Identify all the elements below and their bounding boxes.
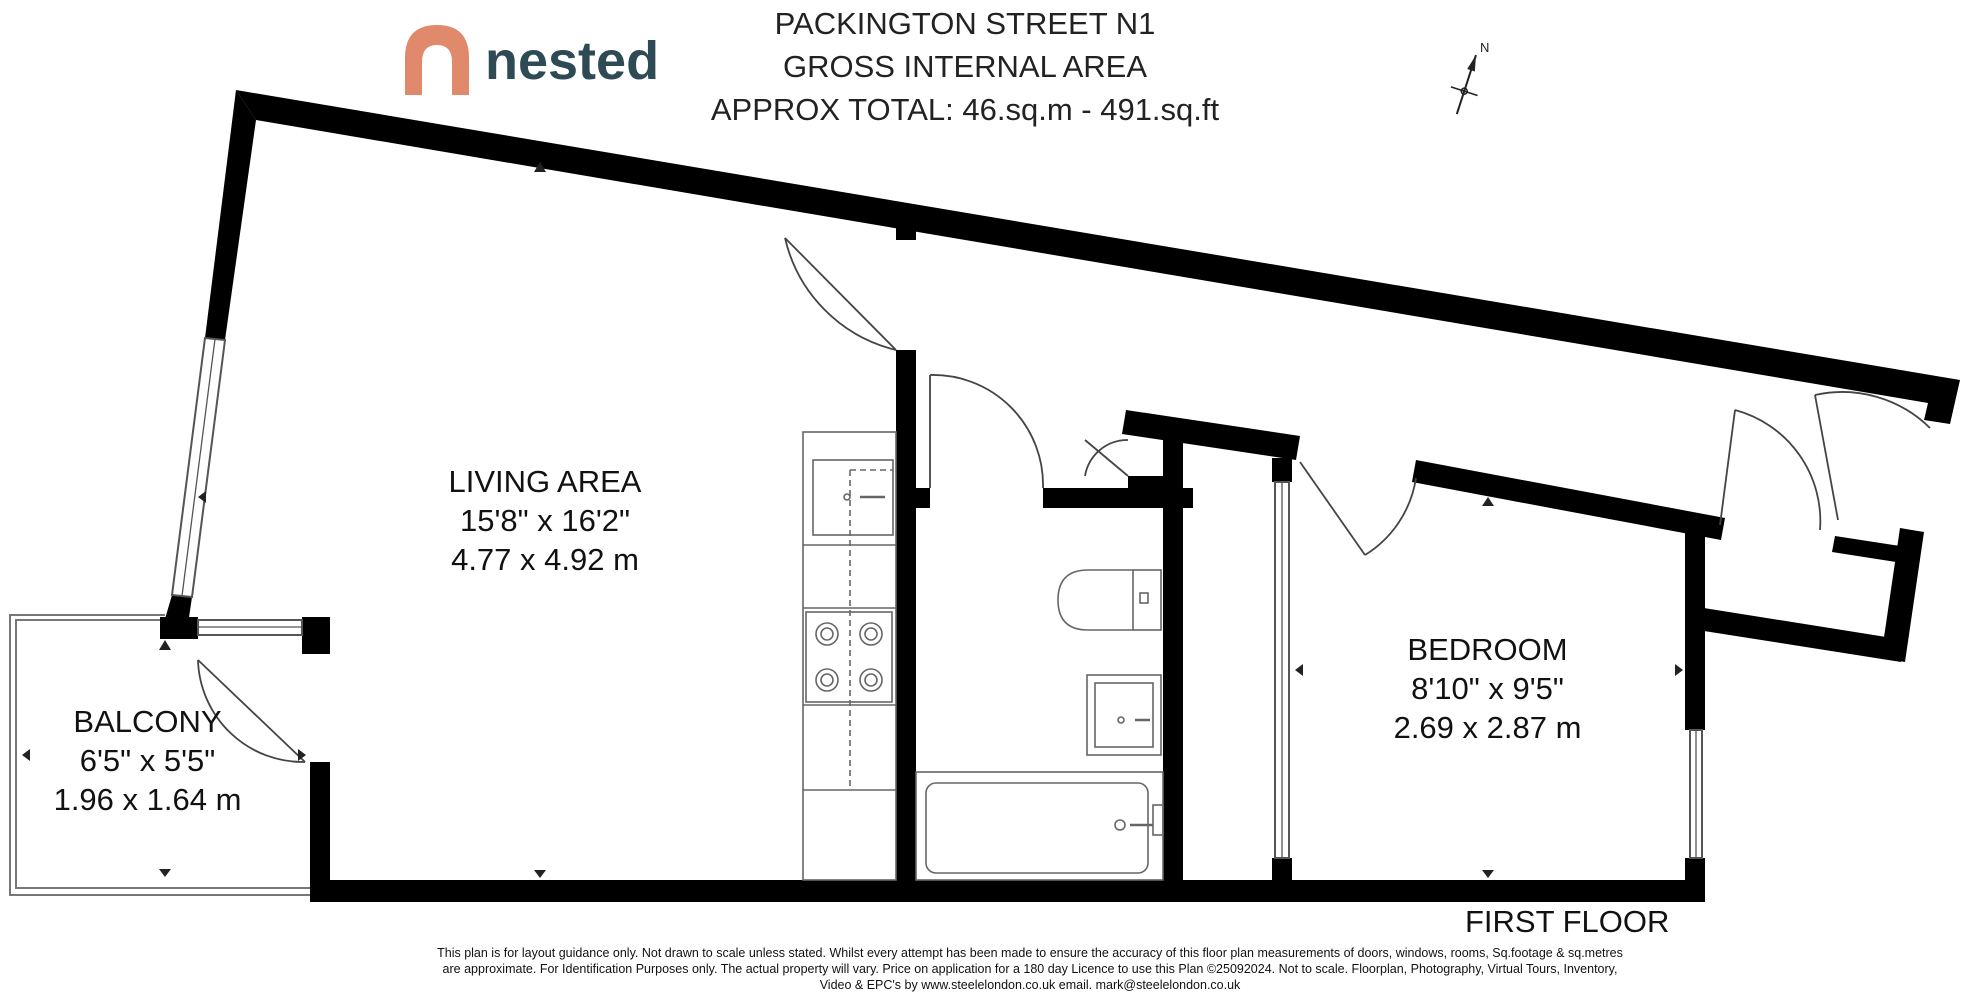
disclaimer-line: are approximate. For Identification Purposes only. The actual property will vary. Price on application for a 180 day Licence to use this Plan ©25092024. Not to scale. Floorplan, Photography, Virtual Tours, Inventory,	[442, 962, 1618, 976]
disclaimer	[420, 945, 1640, 993]
kitchen-units	[803, 432, 896, 880]
bathroom-fixtures	[916, 570, 1163, 880]
disclaimer-line: This plan is for layout guidance only. Not drawn to scale unless stated. Whilst every attempt has been made to ensure the accuracy of this floor plan measurements of doors, windows, rooms, Sq.footage & sq.metres	[437, 946, 1623, 960]
room-name: LIVING AREA	[448, 464, 642, 499]
room-label-bedroom	[1375, 630, 1600, 747]
windows	[172, 338, 1702, 858]
room-imperial: 15'8" x 16'2"	[459, 503, 630, 538]
area-heading: GROSS INTERNAL AREA	[782, 49, 1148, 84]
floor-label: FIRST FLOOR	[1465, 904, 1670, 939]
room-metric: 4.77 x 4.92 m	[451, 542, 639, 577]
disclaimer-line: Video & EPC's by www.steelelondon.co.uk email. mark@steelelondon.co.uk	[819, 978, 1241, 992]
room-imperial: 8'10" x 9'5"	[1411, 671, 1564, 706]
dimension-markers	[22, 162, 1683, 878]
compass-rose-icon	[1444, 51, 1490, 119]
room-name: BEDROOM	[1407, 632, 1568, 667]
room-label-balcony	[40, 702, 255, 819]
room-name: BALCONY	[73, 704, 222, 739]
room-imperial: 6'5" x 5'5"	[79, 743, 216, 778]
room-label-living-area	[430, 462, 660, 579]
room-metric: 1.96 x 1.64 m	[53, 782, 242, 817]
compass-north-letter: N	[1480, 40, 1490, 55]
room-metric: 2.69 x 2.87 m	[1393, 710, 1582, 745]
property-address: PACKINGTON STREET N1	[774, 6, 1156, 41]
nested-logo-icon	[405, 25, 469, 95]
brand-name: nested	[485, 31, 660, 91]
area-total: APPROX TOTAL: 46.sq.m - 491.sq.ft	[710, 92, 1220, 127]
